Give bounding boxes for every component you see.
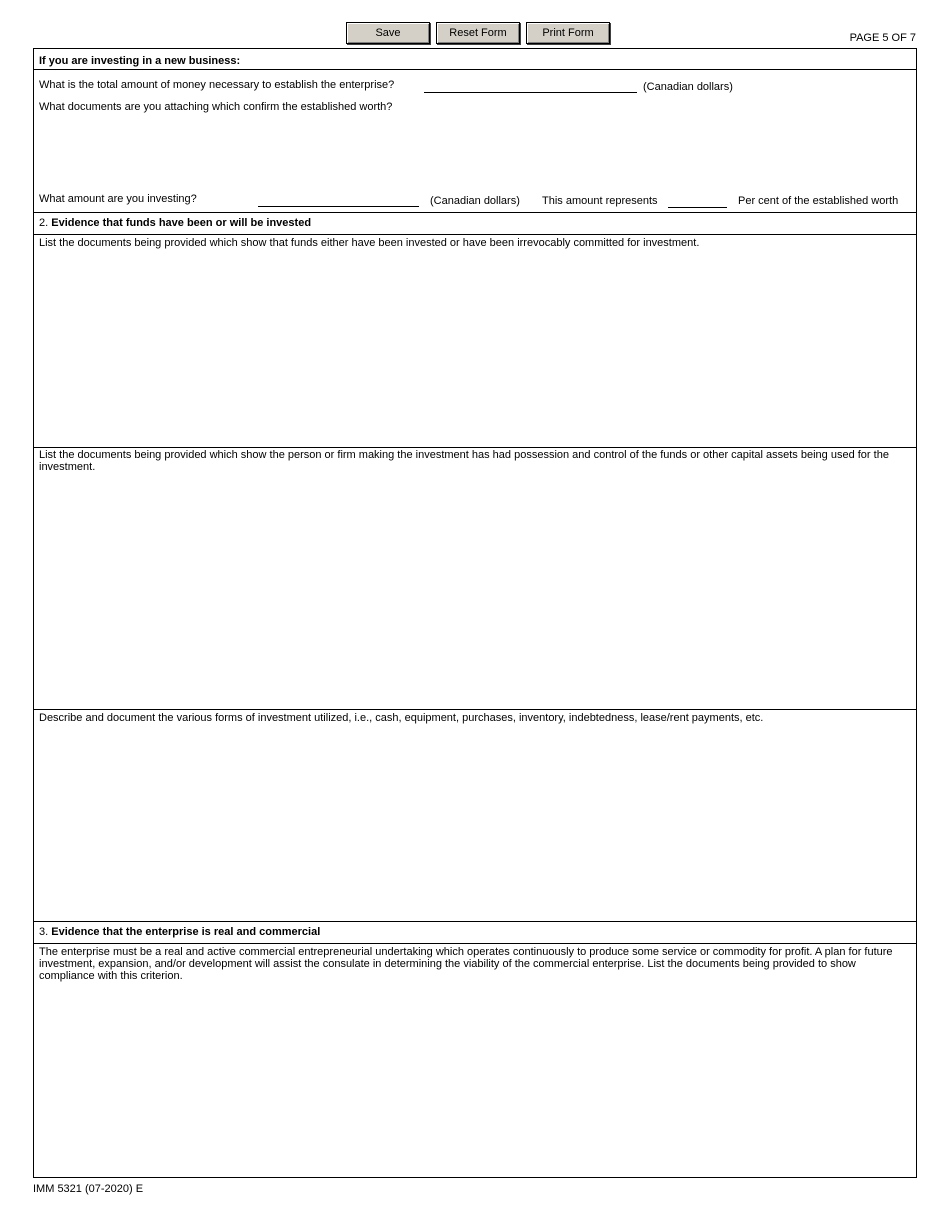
investing-question: What amount are you investing? xyxy=(39,193,197,205)
section-2-q2-label: List the documents being provided which show the person or firm making the investment has had possession and control of the funds or other capital assets being used for the investment. xyxy=(39,449,889,473)
section-3-q1-label: The enterprise must be a real and active commercial entrepreneurial undertaking which operates continuously to produce some service or commodity for profit. A plan for future investment, expansion, and/or development will assist the consulate in determining the viability of the commercial enterprise. List the documents being provided to show compliance with this criterion. xyxy=(39,946,893,982)
section-3-heading xyxy=(39,926,320,938)
new-business-heading: If you are investing in a new business: xyxy=(39,55,241,67)
section-2-number: 2. xyxy=(39,217,49,229)
section-2-q3-input[interactable] xyxy=(38,727,912,919)
section-2-heading xyxy=(39,217,311,229)
form-code: IMM 5321 (07-2020) E xyxy=(33,1183,144,1195)
divider xyxy=(34,447,916,448)
page-indicator: PAGE 5 OF 7 xyxy=(849,32,916,44)
percent-input[interactable] xyxy=(668,193,727,208)
documents-question: What documents are you attaching which confirm the established worth? xyxy=(39,101,393,113)
percent-label: Per cent of the established worth xyxy=(738,195,899,207)
divider xyxy=(34,921,916,922)
divider xyxy=(34,709,916,710)
divider xyxy=(34,943,916,944)
section-2-q3-label: Describe and document the various forms of investment utilized, i.e., cash, equipment, purchases, inventory, indebtedness, lease/rent payments, etc. xyxy=(39,712,764,724)
total-amount-question: What is the total amount of money necessary to establish the enterprise? xyxy=(39,79,395,91)
total-amount-input[interactable] xyxy=(424,78,637,93)
section-2-q1-input[interactable] xyxy=(38,252,912,444)
section-3-number: 3. xyxy=(39,926,49,938)
divider xyxy=(34,212,916,213)
divider xyxy=(34,234,916,235)
divider xyxy=(34,69,916,70)
save-button[interactable]: Save xyxy=(346,22,430,44)
section-2-q2-input[interactable] xyxy=(38,477,912,707)
total-amount-unit: (Canadian dollars) xyxy=(643,81,733,93)
form-toolbar xyxy=(346,22,610,44)
investing-amount-input[interactable] xyxy=(258,192,419,207)
print-form-button[interactable]: Print Form xyxy=(526,22,610,44)
reset-form-button[interactable]: Reset Form xyxy=(436,22,520,44)
section-2-title: Evidence that funds have been or will be invested xyxy=(51,217,312,229)
section-2-q1-label: List the documents being provided which show that funds either have been invested or have been irrevocably committed for investment. xyxy=(39,237,700,249)
represents-label: This amount represents xyxy=(542,195,658,207)
section-3-q1-input[interactable] xyxy=(38,989,912,1171)
section-3-title: Evidence that the enterprise is real and commercial xyxy=(51,926,321,938)
investing-unit: (Canadian dollars) xyxy=(430,195,520,207)
form-frame xyxy=(33,48,917,1178)
documents-input[interactable] xyxy=(38,115,912,189)
